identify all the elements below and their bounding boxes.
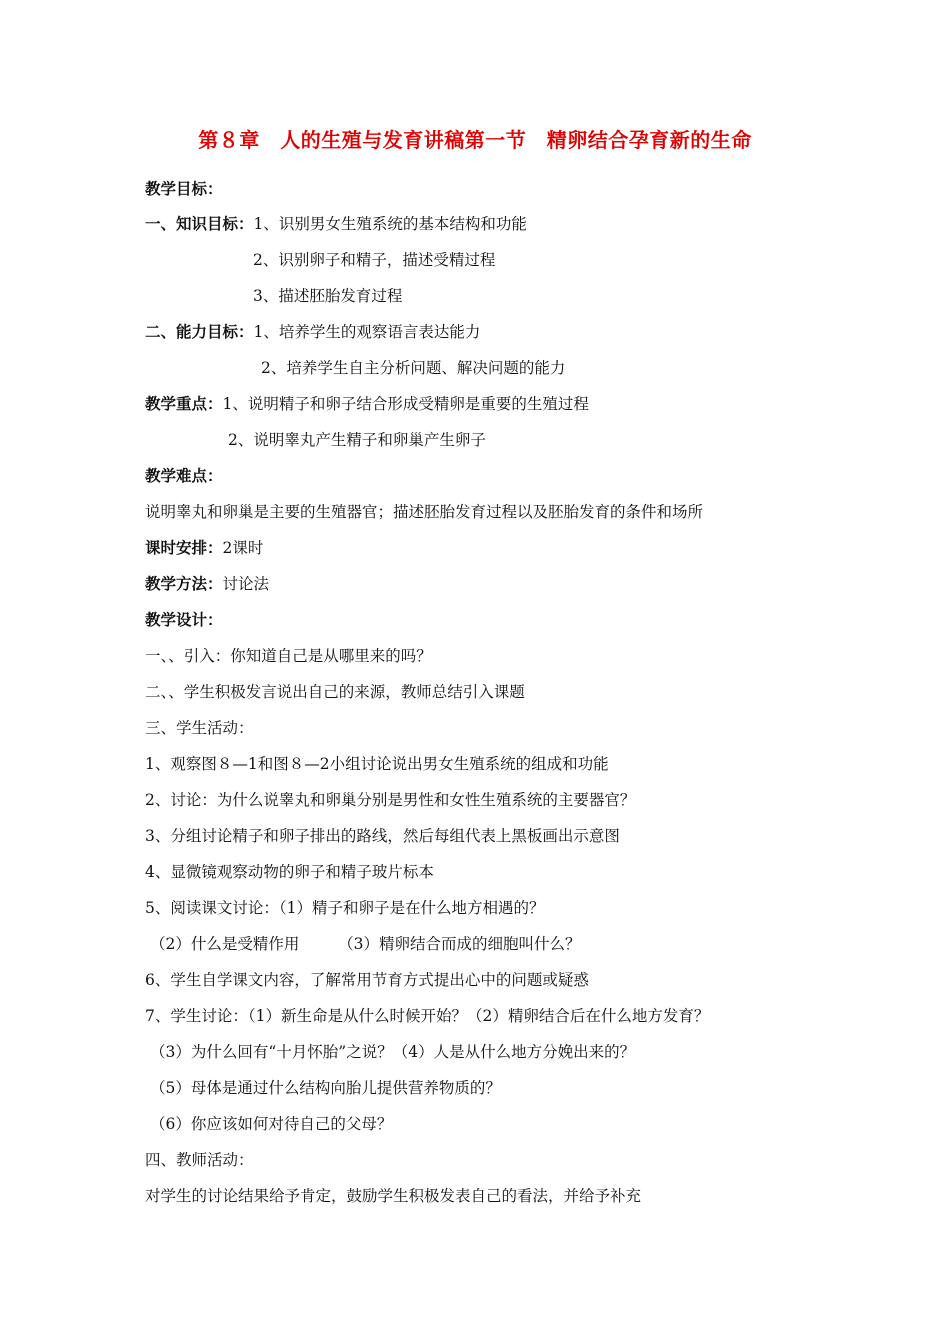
ability-item: 1、培养学生的观察语言表达能力 [253,323,481,341]
design-line: （2）什么是受精作用 （3）精卵结合而成的细胞叫什么？ [150,935,581,953]
schedule-value: 2课时 [222,539,264,557]
design-line: 1、观察图８—1和图８—2小组讨论说出男女生殖系统的组成和功能 [145,755,609,773]
schedule-label: 课时安排： [145,539,223,557]
key-points-label: 教学重点： [145,395,223,413]
method-label: 教学方法： [145,575,223,593]
page-title: 第８章 人的生殖与发育讲稿第一节 精卵结合孕育新的生命 [198,128,752,152]
knowledge-item: 1、识别男女生殖系统的基本结构和功能 [253,215,527,233]
knowledge-label: 一、知识目标： [145,215,254,233]
difficulties-label: 教学难点： [145,467,223,485]
design-line: 一、、引入：你知道自己是从哪里来的吗？ [145,647,432,665]
design-line: （3）为什么回有“十月怀胎”之说？（4）人是从什么地方分娩出来的？ [150,1043,636,1061]
schedule-row [145,537,263,559]
design-line: 四、教师活动： [145,1151,254,1169]
design-line: 6、学生自学课文内容，了解常用节育方式提出心中的问题或疑惑 [145,971,589,989]
design-line: 对学生的讨论结果给予肯定，鼓励学生积极发表自己的看法，并给予补充 [145,1187,642,1205]
method-value: 讨论法 [222,575,270,593]
key-point-2: 2、说明睾丸产生精子和卵巢产生卵子 [228,431,486,449]
design-line: 4、显微镜观察动物的卵子和精子玻片标本 [145,863,434,881]
knowledge-objective-3: 3、描述胚胎发育过程 [253,287,403,305]
key-point-item: 1、说明精子和卵子结合形成受精卵是重要的生殖过程 [222,395,589,413]
design-line: 5、阅读课文讨论：（1）精子和卵子是在什么地方相遇的？ [145,899,545,917]
design-heading: 教学设计： [145,611,223,629]
ability-label: 二、能力目标： [145,323,254,341]
design-line: 三、学生活动： [145,719,254,737]
knowledge-objective-1 [145,213,527,235]
method-row [145,573,269,595]
design-line: （6）你应该如何对待自己的父母？ [150,1115,393,1133]
key-point-1 [145,393,589,415]
design-line: 3、分组讨论精子和卵子排出的路线，然后每组代表上黑板画出示意图 [145,827,620,845]
objectives-heading: 教学目标： [145,180,223,198]
difficulties-text: 说明睾丸和卵巢是主要的生殖器官；描述胚胎发育过程以及胚胎发育的条件和场所 [145,503,704,521]
knowledge-objective-2: 2、识别卵子和精子，描述受精过程 [253,251,496,269]
ability-objective-2: 2、培养学生自主分析问题、解决问题的能力 [261,359,566,377]
design-line: 7、学生讨论：（1）新生命是从什么时候开始？（2）精卵结合后在什么地方发育？ [145,1007,710,1025]
design-line: 二、、学生积极发言说出自己的来源，教师总结引入课题 [145,683,525,701]
design-line: 2、讨论：为什么说睾丸和卵巢分别是男性和女性生殖系统的主要器官？ [145,791,636,809]
ability-objective-1 [145,321,480,343]
design-line: （5）母体是通过什么结构向胎儿提供营养物质的？ [150,1079,501,1097]
